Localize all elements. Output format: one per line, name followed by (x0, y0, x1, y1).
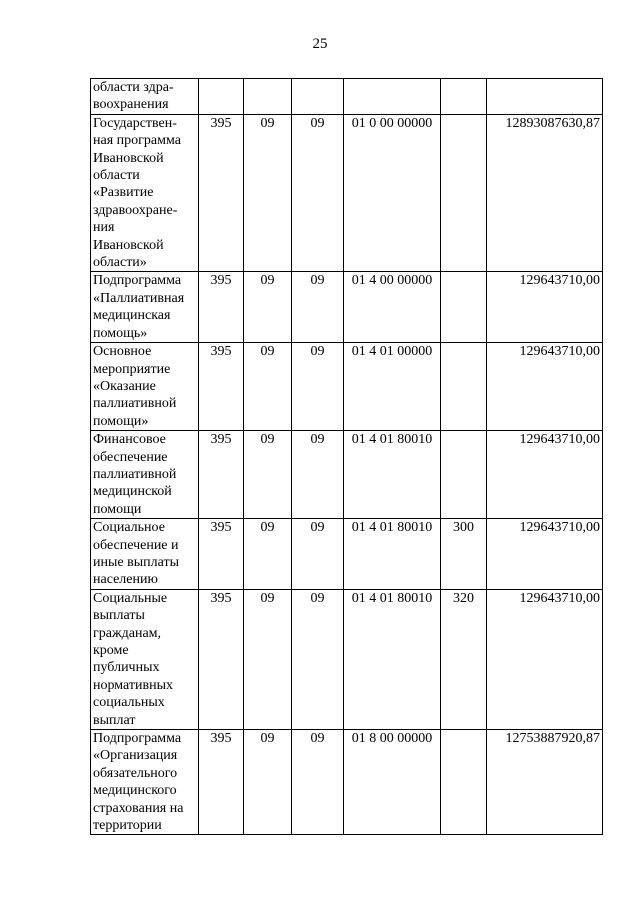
row-name-line: помощь» (93, 325, 148, 341)
row-name-line: страхования на (93, 800, 184, 816)
expense-type-cell (441, 730, 487, 835)
subsection-code-cell: 09 (292, 343, 344, 431)
section-code-cell: 09 (244, 114, 292, 272)
row-name-line: помощи» (93, 413, 149, 429)
row-name-line: выплат (93, 712, 136, 728)
row-name-line: территории (93, 818, 162, 834)
row-name-line: «Паллиативная (93, 290, 185, 306)
section-code-cell: 09 (244, 431, 292, 519)
row-name-line: ная программа (93, 133, 181, 149)
expense-type-cell: 320 (441, 589, 487, 729)
expense-type-cell (441, 114, 487, 272)
row-name-line: публичных (93, 660, 160, 676)
table-row (91, 114, 603, 272)
row-name-line: паллиативной (93, 396, 177, 412)
row-name-cell (91, 589, 199, 729)
row-name-line: паллиативной (93, 466, 177, 482)
target-article-cell: 01 4 01 80010 (344, 589, 441, 729)
subsection-code-cell: 09 (292, 114, 344, 272)
table-row (91, 730, 603, 835)
row-name-cell (91, 114, 199, 272)
target-article-cell: 01 4 01 80010 (344, 431, 441, 519)
target-article-cell: 01 8 00 00000 (344, 730, 441, 835)
department-code-cell (199, 79, 244, 115)
row-name-line: нормативных (93, 677, 174, 693)
target-article-cell (344, 79, 441, 115)
row-name-line: области» (93, 255, 147, 271)
subsection-code-cell: 09 (292, 272, 344, 343)
amount-cell: 12893087630,87 (487, 114, 603, 272)
row-name-line: Финансовое (93, 432, 166, 448)
expense-type-cell (441, 79, 487, 115)
amount-cell: 129643710,00 (487, 519, 603, 590)
amount-cell: 129643710,00 (487, 431, 603, 519)
row-name-cell (91, 272, 199, 343)
row-name-line: обязательного (93, 765, 178, 781)
row-name-line: «Оказание (93, 378, 156, 394)
section-code-cell: 09 (244, 272, 292, 343)
table-row (91, 519, 603, 590)
row-name-cell (91, 431, 199, 519)
table-row (91, 272, 603, 343)
target-article-cell: 01 4 01 00000 (344, 343, 441, 431)
row-name-cell (91, 730, 199, 835)
row-name-line: воохранения (93, 97, 169, 113)
row-name-line: здравоохране- (93, 202, 178, 218)
department-code-cell: 395 (199, 343, 244, 431)
table-row (91, 343, 603, 431)
row-name-line: Ивановской (93, 237, 164, 253)
section-code-cell: 09 (244, 519, 292, 590)
row-name-line: обеспечение и (93, 537, 179, 553)
subsection-code-cell: 09 (292, 519, 344, 590)
row-name-line: мероприятие (93, 361, 171, 377)
table-body (91, 79, 603, 835)
row-name-line: Социальное (93, 520, 165, 536)
row-name-line: Социальные (93, 590, 168, 606)
section-code-cell: 09 (244, 343, 292, 431)
row-name-line: Ивановской (93, 150, 164, 166)
page-number: 25 (312, 36, 328, 52)
expense-type-cell (441, 431, 487, 519)
department-code-cell: 395 (199, 272, 244, 343)
amount-cell: 129643710,00 (487, 343, 603, 431)
subsection-code-cell: 09 (292, 431, 344, 519)
row-name-line: медицинская (93, 308, 171, 324)
table-row (91, 431, 603, 519)
expense-type-cell (441, 272, 487, 343)
table-row (91, 79, 603, 115)
row-name-line: области здра- (93, 80, 174, 95)
department-code-cell: 395 (199, 114, 244, 272)
section-code-cell: 09 (244, 730, 292, 835)
row-name-line: ния (93, 220, 115, 236)
department-code-cell: 395 (199, 519, 244, 590)
amount-cell: 12753887920,87 (487, 730, 603, 835)
row-name-line: кроме (93, 643, 129, 658)
target-article-cell: 01 0 00 00000 (344, 114, 441, 272)
row-name-line: «Организация (93, 748, 178, 764)
expense-type-cell (441, 343, 487, 431)
row-name-cell (91, 79, 199, 115)
row-name-line: Подпрограмма (93, 731, 182, 747)
department-code-cell: 395 (199, 589, 244, 729)
row-name-line: гражданам, (93, 625, 162, 641)
row-name-cell (91, 519, 199, 590)
row-name-line: медицинской (93, 484, 172, 500)
row-name-line: Основное (93, 344, 152, 360)
department-code-cell: 395 (199, 431, 244, 519)
amount-cell (487, 79, 603, 115)
subsection-code-cell (292, 79, 344, 115)
table-row (91, 589, 603, 729)
row-name-cell (91, 343, 199, 431)
row-name-line: «Развитие (93, 185, 154, 201)
row-name-line: выплаты (93, 608, 145, 624)
amount-cell: 129643710,00 (487, 272, 603, 343)
section-code-cell: 09 (244, 589, 292, 729)
section-code-cell (244, 79, 292, 115)
subsection-code-cell: 09 (292, 589, 344, 729)
row-name-line: обеспечение (93, 449, 168, 465)
row-name-line: Подпрограмма (93, 273, 182, 289)
department-code-cell: 395 (199, 730, 244, 835)
row-name-line: иные выплаты (93, 554, 179, 570)
expense-type-cell: 300 (441, 519, 487, 590)
subsection-code-cell: 09 (292, 730, 344, 835)
row-name-line: населению (93, 572, 158, 588)
budget-table (90, 78, 603, 835)
target-article-cell: 01 4 00 00000 (344, 272, 441, 343)
row-name-line: Государствен- (93, 115, 177, 131)
row-name-line: области (93, 168, 140, 184)
row-name-line: медицинского (93, 783, 177, 799)
row-name-line: помощи (93, 501, 142, 517)
row-name-line: социальных (93, 695, 165, 711)
amount-cell: 129643710,00 (487, 589, 603, 729)
target-article-cell: 01 4 01 80010 (344, 519, 441, 590)
